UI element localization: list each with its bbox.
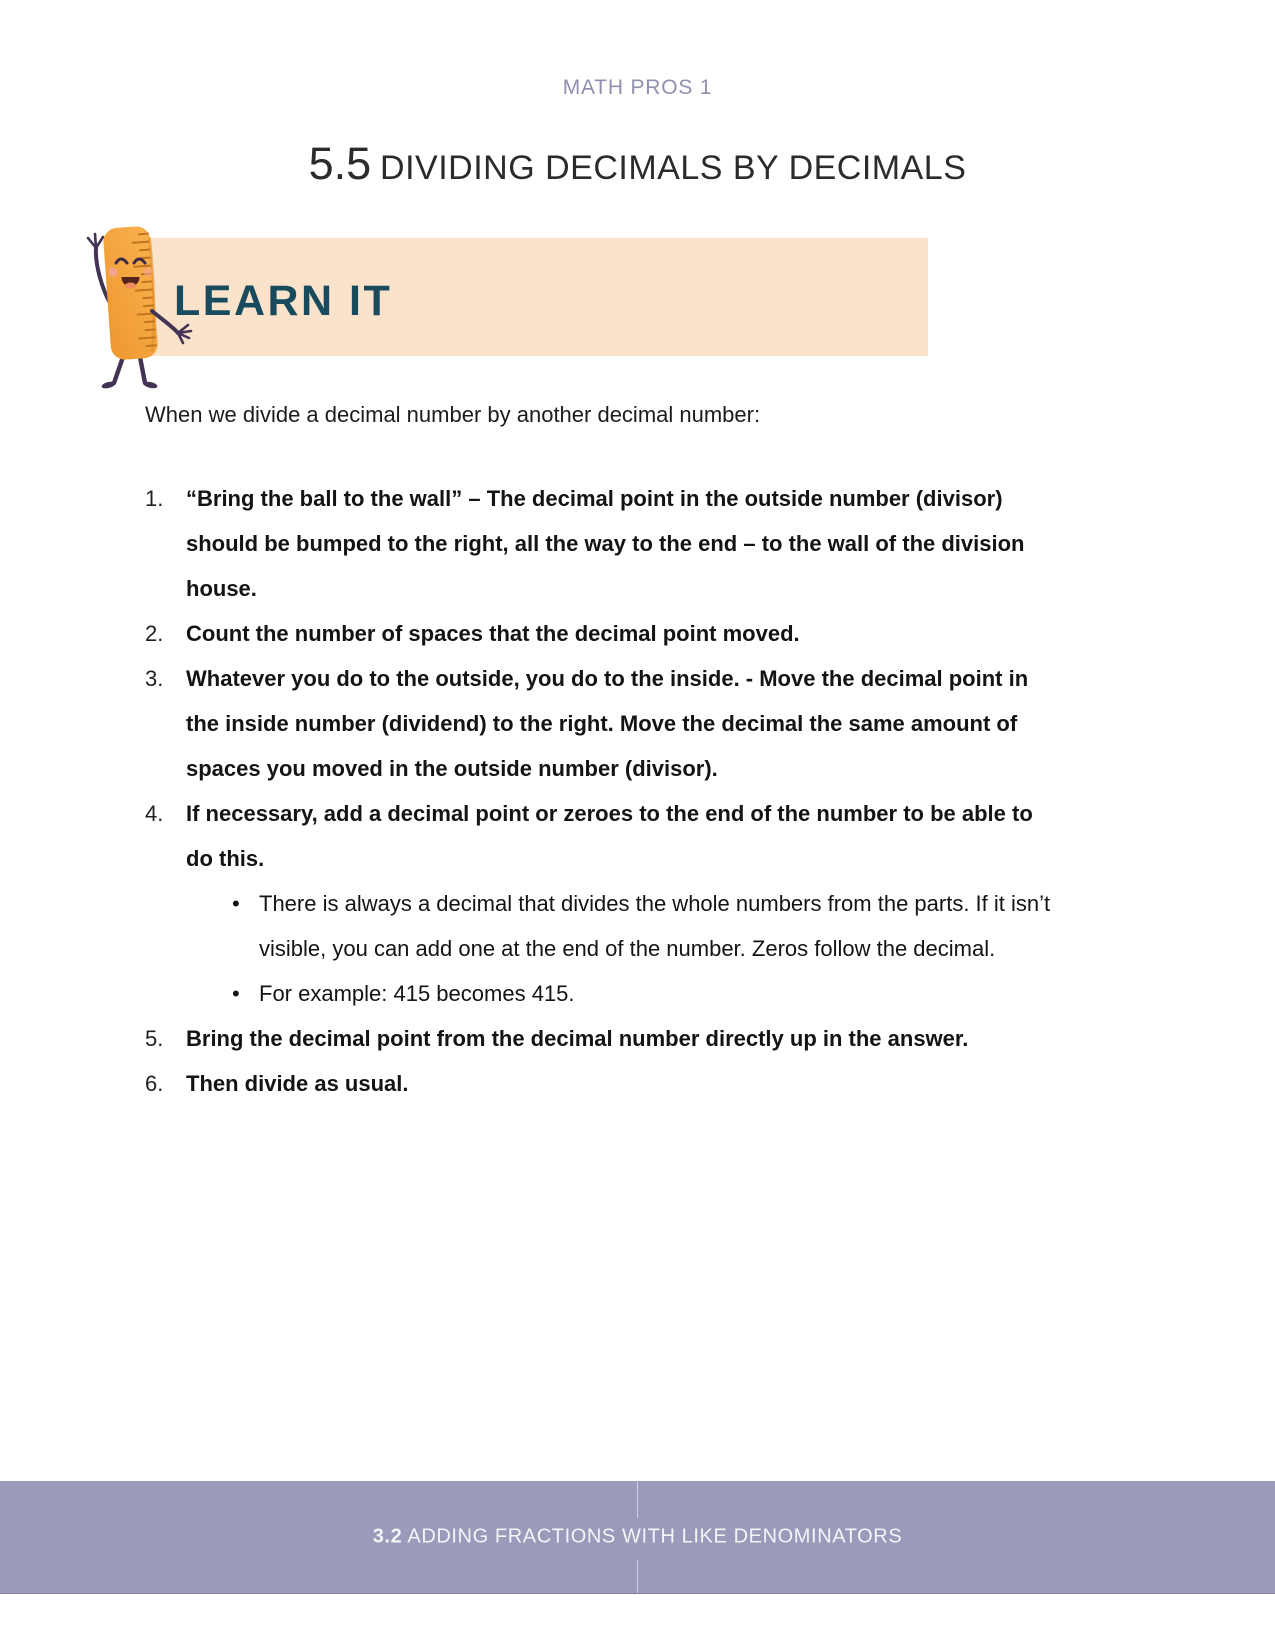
sub-bullet-text: For example: 415 becomes 415.: [259, 981, 575, 1006]
list-item: [145, 1016, 1065, 1061]
list-item-text: Whatever you do to the outside, you do to the inside. - Move the decimal point in the inside number (dividend) to the right. Move the decimal the same amount of spaces you moved in the outside number (divisor).: [186, 666, 1029, 781]
list-item-number: 2.: [145, 621, 164, 646]
sub-bullet-list: [145, 881, 1065, 1016]
list-item-text: Count the number of spaces that the decimal point moved.: [186, 621, 800, 646]
sub-bullet-text: There is always a decimal that divides the whole numbers from the parts. If it isn’t visible, you can add one at the end of the number. Zeros follow the decimal.: [259, 891, 1051, 961]
sub-bullet-item: [145, 971, 1065, 1016]
section-title-text: DIVIDING DECIMALS BY DECIMALS: [380, 149, 967, 187]
list-item-text: “Bring the ball to the wall” – The decimal point in the outside number (divisor) should be bumped to the right, all the way to the end – to the wall of the division house.: [186, 486, 1025, 601]
ruler-mascot-icon: [75, 215, 200, 395]
footer-divider-top: [637, 1481, 638, 1518]
intro-paragraph: When we divide a decimal number by another decimal number:: [145, 402, 761, 427]
footer-divider-bottom: [637, 1560, 638, 1593]
running-header: MATH PROS 1: [562, 76, 713, 99]
footer-bar: [0, 1481, 1275, 1594]
list-item: [145, 1061, 1065, 1106]
list-item-number: 6.: [145, 1071, 164, 1096]
list-item-number: 4.: [145, 801, 164, 826]
footer-section-number: 3.2: [372, 1525, 403, 1548]
bullet-icon: •: [232, 891, 240, 916]
steps-list: [145, 476, 1065, 1106]
bullet-icon: •: [232, 981, 240, 1006]
list-item-number: 1.: [145, 486, 164, 511]
list-item: [145, 656, 1065, 791]
page-title: [0, 138, 1275, 190]
learn-it-label: LEARN IT: [174, 276, 393, 325]
list-item-text: If necessary, add a decimal point or zeroes to the end of the number to be able to do this.: [186, 801, 1033, 871]
list-item: [145, 611, 1065, 656]
section-number: 5.5: [308, 138, 372, 189]
footer-section-title: ADDING FRACTIONS WITH LIKE DENOMINATORS: [407, 1525, 903, 1548]
list-item: [145, 476, 1065, 611]
list-item-number: 3.: [145, 666, 164, 691]
list-item: [145, 791, 1065, 1016]
list-item-text: Bring the decimal point from the decimal number directly up in the answer.: [186, 1026, 969, 1051]
learn-it-banner: [118, 238, 928, 356]
sub-bullet-item: [145, 881, 1065, 971]
list-item-text: Then divide as usual.: [186, 1071, 409, 1096]
list-item-number: 5.: [145, 1026, 164, 1051]
footer-section-label: [0, 1526, 1275, 1549]
